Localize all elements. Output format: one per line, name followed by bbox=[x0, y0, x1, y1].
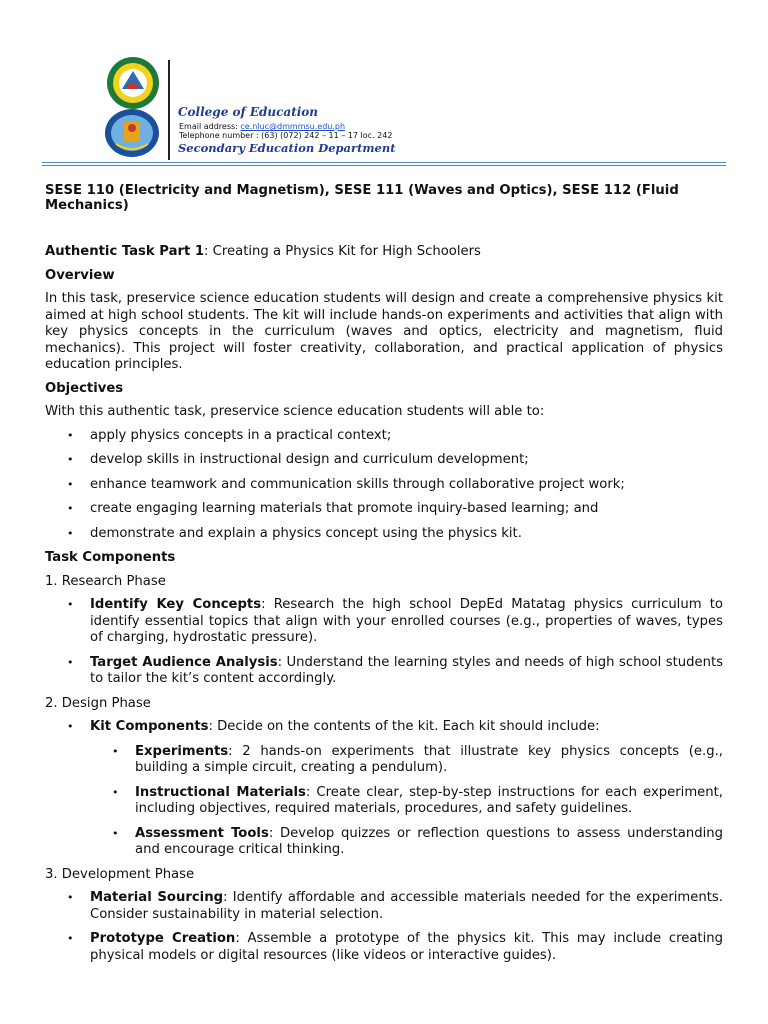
list-item bbox=[45, 719, 723, 859]
list-item: • enhance teamwork and communication skills through collaborative project work; bbox=[45, 477, 723, 494]
list-item bbox=[90, 744, 723, 777]
task-components-heading: Task Components bbox=[45, 550, 176, 565]
item-text: : 2 hands-on experiments that illustrate key physics concepts (e.g., building a simple circuit, creating a pendulum). bbox=[135, 743, 723, 775]
item-term: Experiments bbox=[135, 743, 229, 759]
design-phase-title: 2. Design Phase bbox=[45, 695, 151, 711]
development-list bbox=[45, 890, 723, 964]
item-text: : Understand the learning styles and needs of high school students to tailor the kit’s content accordingly. bbox=[90, 654, 724, 686]
objectives-list bbox=[45, 428, 723, 543]
item-term: Kit Components bbox=[90, 719, 209, 734]
course-line: SESE 110 (Electricity and Magnetism), SESE 111 (Waves and Optics), SESE 112 (Fluid Mechanics) bbox=[45, 183, 679, 213]
item-text: : Develop quizzes or reflection questions to assess understanding and encourage critical thinking. bbox=[135, 825, 723, 857]
list-item bbox=[45, 931, 723, 964]
item-term: Target Audience Analysis bbox=[90, 654, 278, 670]
list-item bbox=[90, 785, 723, 818]
document-body bbox=[45, 183, 723, 972]
item-term: Assessment Tools bbox=[135, 825, 269, 841]
item-term: Instructional Materials bbox=[135, 784, 306, 800]
item-text: : Research the high school DepEd Matatag physics curriculum to identify essential topics that align with your enrolled courses (e.g., properties of waves, types of charging, hydrostatic pressure). bbox=[90, 597, 723, 645]
overview-heading: Overview bbox=[45, 267, 115, 283]
list-item bbox=[45, 597, 723, 647]
task-label: Authentic Task Part 1 bbox=[45, 244, 205, 259]
college-name: College of Education bbox=[178, 105, 319, 119]
email-label: Email address: bbox=[179, 122, 241, 131]
header-rule bbox=[42, 165, 726, 166]
list-item: • apply physics concepts in a practical context; bbox=[45, 428, 723, 445]
header-rule bbox=[42, 162, 726, 163]
kit-components-sublist bbox=[90, 744, 723, 859]
list-item: • demonstrate and explain a physics concept using the physics kit. bbox=[45, 526, 723, 543]
objectives-heading: Objectives bbox=[45, 380, 124, 396]
task-title: : Creating a Physics Kit for High Schoolers bbox=[204, 244, 481, 259]
item-text: : Create clear, step-by-step instructions for each experiment, including objectives, required materials, procedures, and safety guidelines. bbox=[135, 784, 723, 816]
list-item: • create engaging learning materials that promote inquiry-based learning; and bbox=[45, 501, 723, 518]
phone-line: Telephone number : (63) (072) 242 – 11 – 17 loc. 242 bbox=[179, 131, 393, 140]
list-item bbox=[45, 890, 723, 923]
development-phase-title: 3. Development Phase bbox=[45, 866, 195, 882]
list-item bbox=[90, 826, 723, 859]
email-link[interactable]: ce.nluc@dmmmsu.edu.ph bbox=[240, 122, 346, 131]
item-term: Material Sourcing bbox=[90, 890, 224, 905]
research-phase-title: 1. Research Phase bbox=[45, 573, 166, 589]
header-divider bbox=[168, 60, 170, 160]
list-item bbox=[45, 655, 723, 688]
college-seal-logo bbox=[104, 108, 160, 158]
research-list bbox=[45, 597, 723, 688]
overview-text: In this task, preservice science education students will design and create a comprehensive physics kit aimed at high school students. The kit will include hands-on experiments and activities that align with key physics concepts in the curriculum (waves and optics, electricity and magnetism, fluid mechanics). This project will foster creativity, collaboration, and practical application of physics education principles. bbox=[45, 291, 723, 372]
design-list bbox=[45, 719, 723, 859]
item-term: Prototype Creation bbox=[90, 931, 236, 946]
email-line bbox=[179, 122, 345, 131]
task-title-line bbox=[45, 244, 723, 261]
university-seal-logo bbox=[104, 56, 162, 110]
letterhead bbox=[0, 0, 768, 175]
item-text: : Identify affordable and accessible materials needed for the experiments. Consider sustainability in material selection. bbox=[90, 890, 723, 922]
objectives-intro: With this authentic task, preservice science education students will able to: bbox=[45, 404, 545, 419]
department-name: Secondary Education Department bbox=[178, 141, 396, 155]
item-text: : Decide on the contents of the kit. Each kit should include: bbox=[208, 719, 600, 734]
item-term: Identify Key Concepts bbox=[90, 597, 262, 612]
item-text: : Assemble a prototype of the physics kit. This may include creating physical models or digital resources (like videos or interactive guides). bbox=[90, 931, 723, 963]
list-item: • develop skills in instructional design and curriculum development; bbox=[45, 452, 723, 469]
